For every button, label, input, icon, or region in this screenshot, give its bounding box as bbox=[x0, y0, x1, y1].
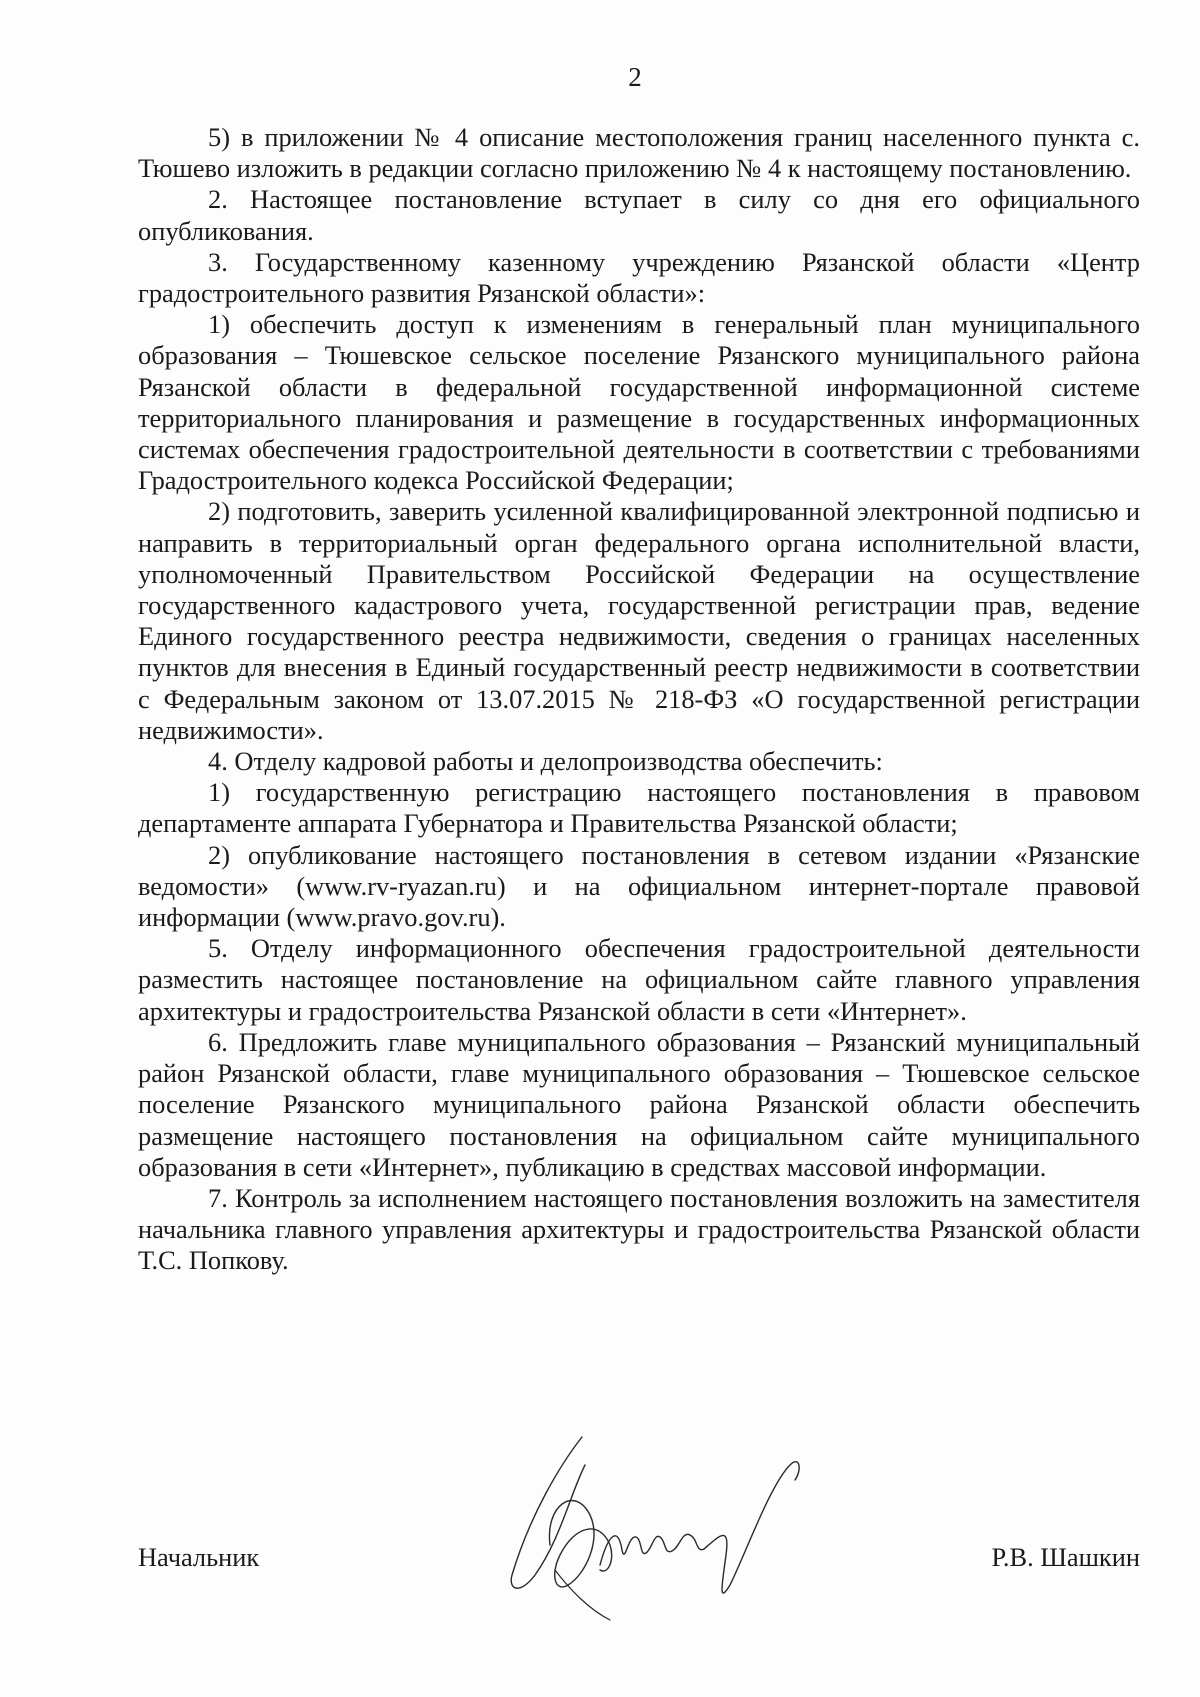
paragraph-clause-4-item-1: 1) государственную регистрацию настоящего постановления в правовом департаменте аппарата Губернатора и Правительства Рязанской области; bbox=[138, 777, 1140, 839]
page-number: 2 bbox=[628, 62, 642, 92]
paragraph-clause-6: 6. Предложить главе муниципального образования – Рязанский муниципальный район Рязанской области, главе муниципального образования – Тюшевское сельское поселение Рязанского муниципального района Рязанской области обеспечить размещение настоящего постановления на официальном сайте муниципального образования в сети «Интернет», публикацию в средствах массовой информации. bbox=[138, 1026, 1140, 1182]
paragraph-clause-4: 4. Отделу кадровой работы и делопроизводства обеспечить: bbox=[208, 746, 883, 777]
paragraph-clause-5: 5. Отделу информационного обеспечения градостроительной деятельности разместить настоящее постановление на официальном сайте главного управления архитектуры и градостроительства Рязанской области в сети «Интернет». bbox=[138, 933, 1140, 1026]
paragraph-item-5-annex-4: 5) в приложении № 4 описание местоположения границ населенного пункта с. Тюшево изложить в редакции согласно приложению № 4 к настоящему постановлению. bbox=[138, 122, 1140, 184]
signatory-name: Р.В. Шашкин bbox=[991, 1542, 1140, 1572]
paragraph-clause-7: 7. Контроль за исполнением настоящего постановления возложить на заместителя начальника главного управления архитектуры и градостроительства Рязанской области Т.С. Попкову. bbox=[138, 1182, 1140, 1276]
signatory-title: Начальник bbox=[138, 1542, 260, 1572]
paragraph-clause-4-item-2: 2) опубликование настоящего постановления в сетевом издании «Рязанские ведомости» (www.rv-ryazan.ru) и на официальном интернет-портале правовой информации (www.pravo.gov.ru). bbox=[138, 839, 1140, 933]
signature-block bbox=[138, 1542, 1140, 1582]
paragraph-clause-3: 3. Государственному казенному учреждению Рязанской области «Центр градостроительного развития Рязанской области»: bbox=[138, 246, 1140, 309]
document-body bbox=[138, 122, 1140, 1277]
handwritten-signature bbox=[490, 1425, 830, 1625]
paragraph-clause-3-item-1: 1) обеспечить доступ к изменениям в генеральный план муниципального образования – Тюшевское сельское поселение Рязанского муниципального района Рязанской области в федеральной государственной информационной системе территориального планирования и размещение в государственных информационных системах обеспечения градостроительной деятельности в соответствии с требованиями Градостроительного кодекса Российской Федерации; bbox=[138, 309, 1140, 496]
paragraph-clause-2: 2. Настоящее постановление вступает в силу со дня его официального опубликования. bbox=[138, 184, 1140, 246]
paragraph-clause-3-item-2: 2) подготовить, заверить усиленной квалифицированной электронной подписью и направить в территориальный орган федерального органа исполнительной власти, уполномоченный Правительством Российской Федерации на осуществление государственного кадастрового учета, государственной регистрации прав, ведение Единого государственного реестра недвижимости, сведения о границах населенных пунктов для внесения в Единый государственный реестр недвижимости в соответствии с Федеральным законом от 13.07.2015 № 218-ФЗ «О государственной регистрации недвижимости». bbox=[138, 496, 1140, 745]
